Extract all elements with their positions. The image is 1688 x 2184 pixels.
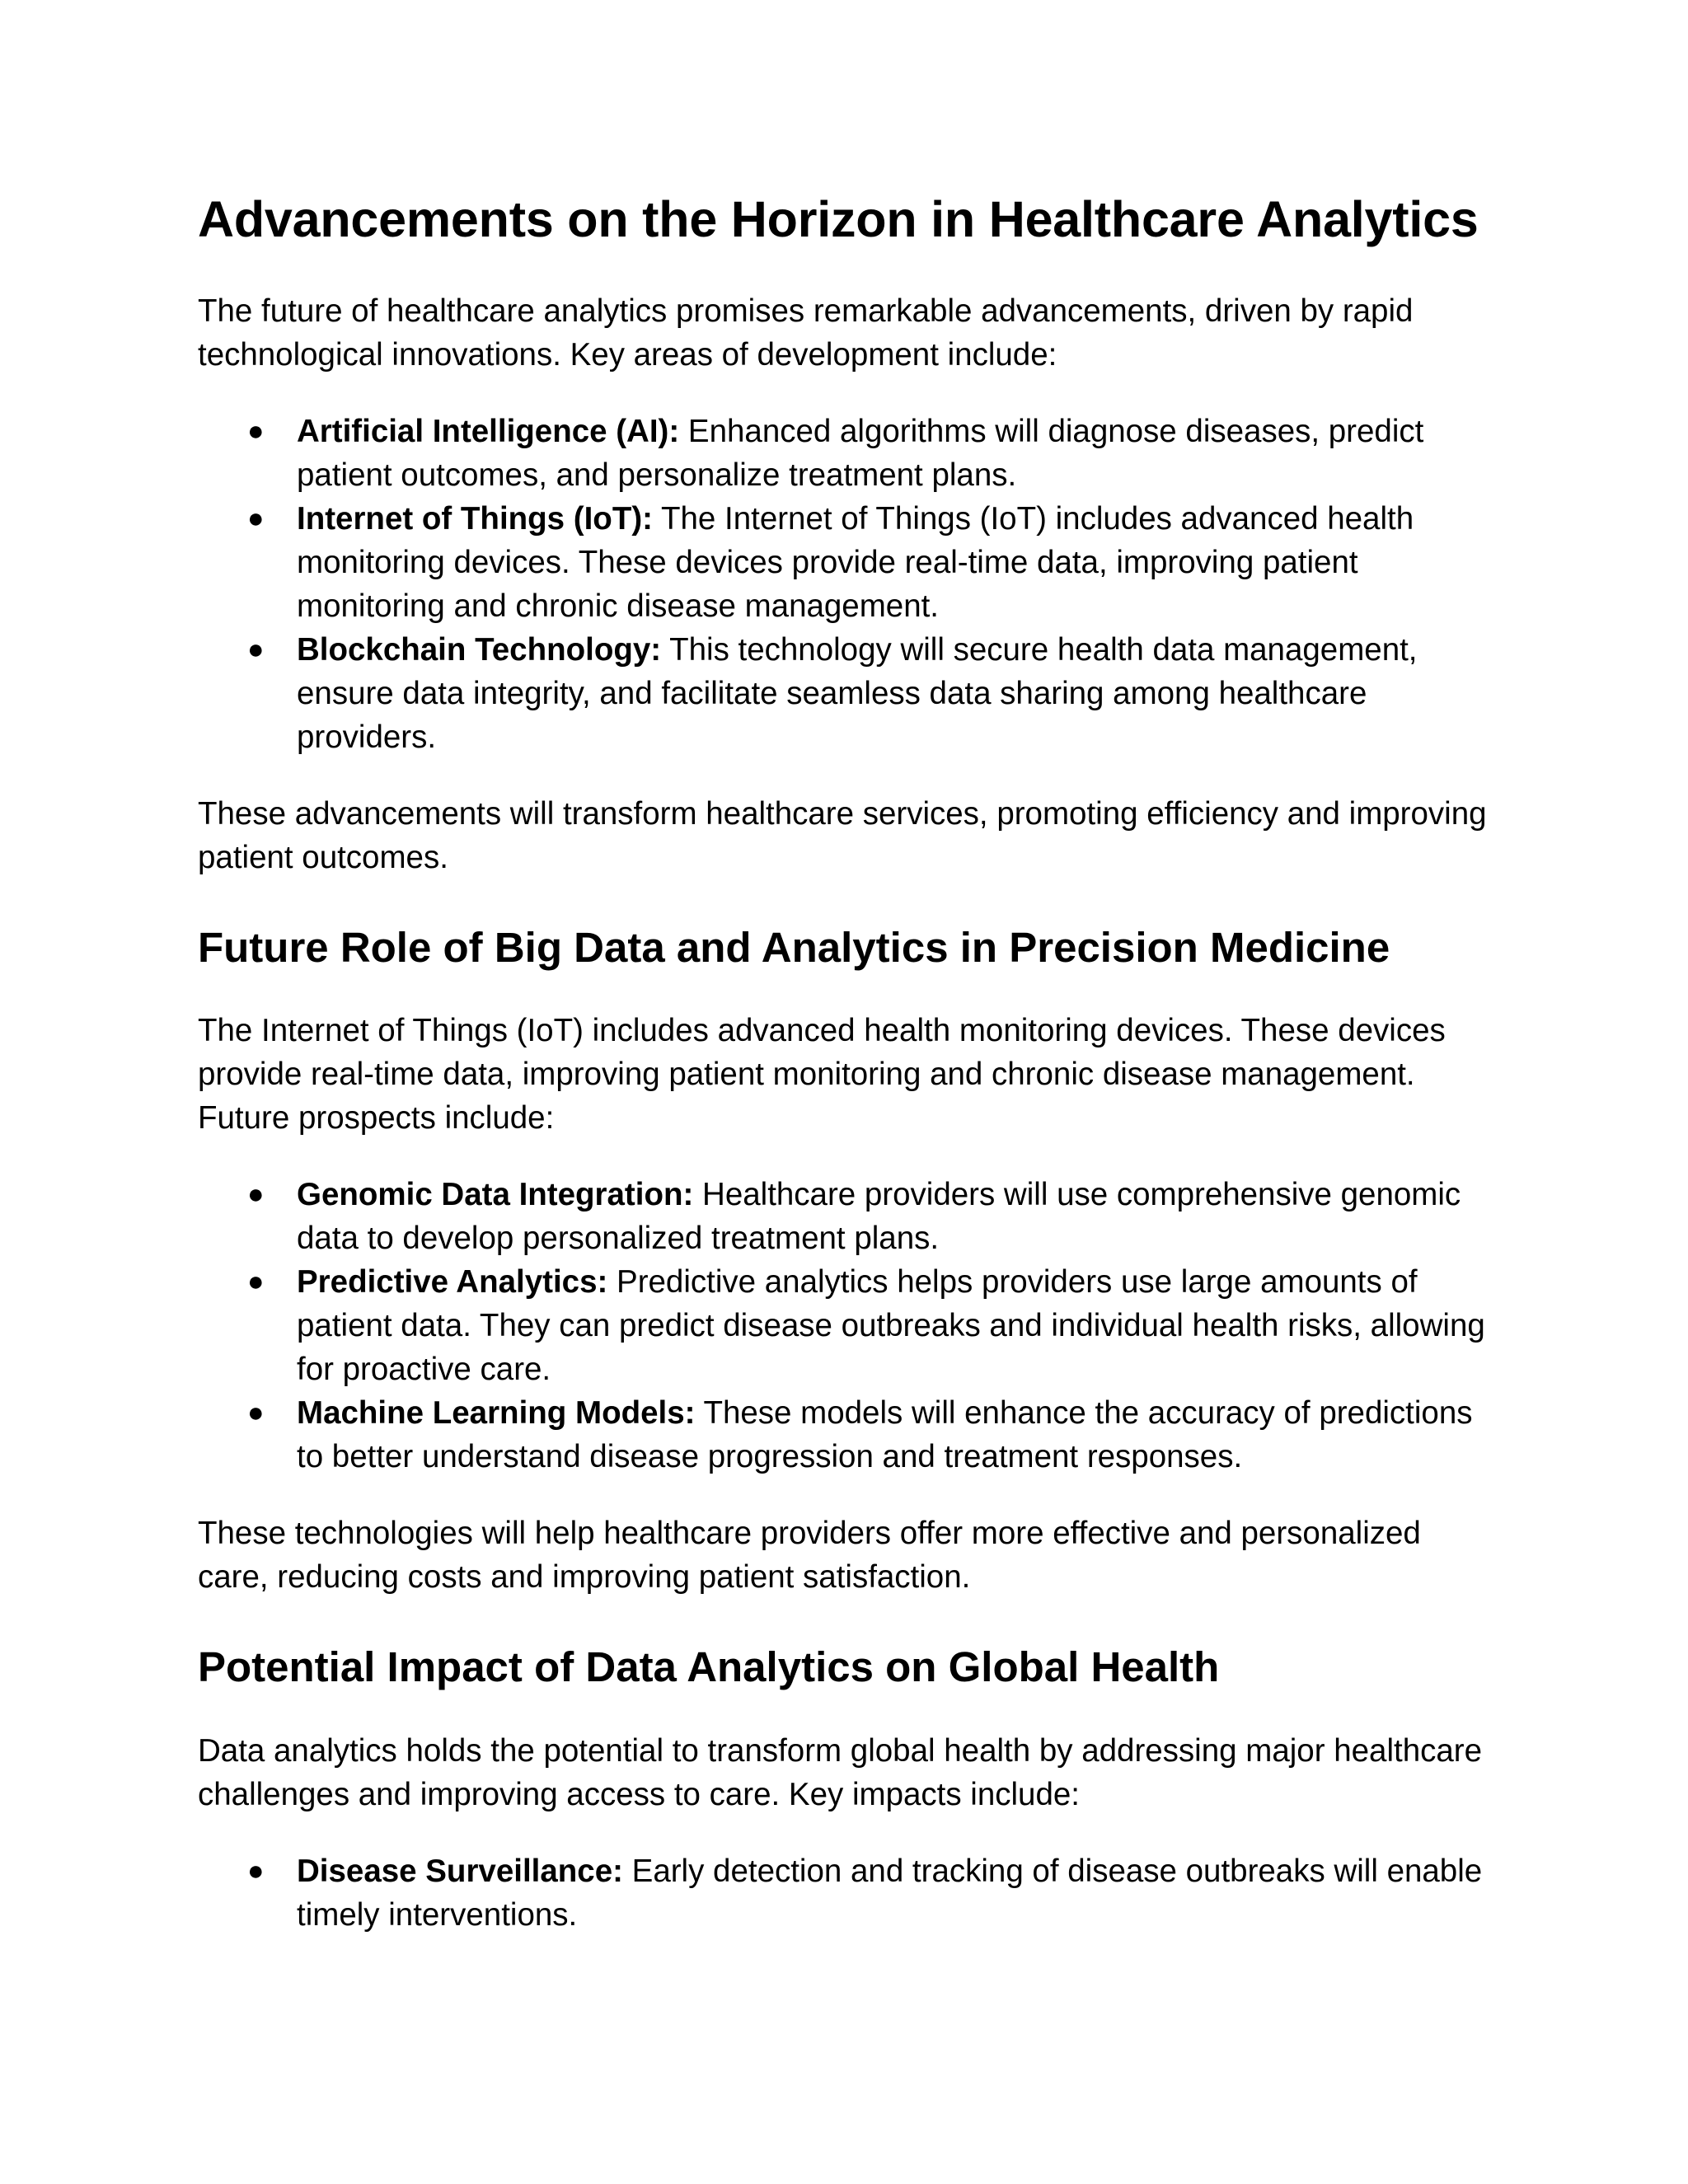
list-item-term: Disease Surveillance: bbox=[297, 1853, 623, 1889]
section2-conclusion: These technologies will help healthcare providers offer more effective and personalized care, reducing costs and improving patient satisfaction. bbox=[198, 1516, 1421, 1596]
intro-paragraph: The future of healthcare analytics promises remarkable advancements, driven by rapid technological innovations. Key areas of development include: bbox=[198, 293, 1414, 373]
list-item bbox=[198, 628, 1490, 759]
list-item-term: Genomic Data Integration: bbox=[297, 1177, 694, 1213]
list-item bbox=[198, 497, 1490, 628]
advancements-conclusion: These advancements will transform healthcare services, promoting efficiency and improving patient outcomes. bbox=[198, 796, 1487, 876]
list-item bbox=[198, 1391, 1490, 1479]
list-item-text: Early detection and tracking of disease outbreaks will enable timely interventions. bbox=[297, 1853, 1483, 1933]
list-item-text: Predictive analytics helps providers use large amounts of patient data. They can predict disease outbreaks and individual health risks, allowing for proactive care. bbox=[297, 1264, 1485, 1388]
list-item-term: Predictive Analytics: bbox=[297, 1264, 608, 1301]
list-item bbox=[198, 1260, 1490, 1391]
bullet-icon: ● bbox=[247, 1854, 265, 1886]
bullet-icon: ● bbox=[247, 1266, 265, 1298]
global-health-list bbox=[198, 1849, 1490, 1937]
list-item-term: Internet of Things (IoT): bbox=[297, 501, 653, 537]
list-item bbox=[198, 1173, 1490, 1260]
list-item bbox=[198, 1849, 1490, 1937]
list-item-text: This technology will secure health data management, ensure data integrity, and facilitate seamless data sharing among healthcare providers. bbox=[297, 632, 1418, 756]
list-item-text: Enhanced algorithms will diagnose diseases, predict patient outcomes, and personalize treatment plans. bbox=[297, 414, 1424, 494]
precision-medicine-list bbox=[198, 1173, 1490, 1479]
bullet-icon: ● bbox=[247, 415, 265, 448]
advancements-list bbox=[198, 410, 1490, 759]
section2-intro: The Internet of Things (IoT) includes advanced health monitoring devices. These devices provide real-time data, improving patient monitoring and chronic disease management. Future prospects include: bbox=[198, 1013, 1446, 1137]
bullet-icon: ● bbox=[247, 503, 265, 535]
bullet-icon: ● bbox=[247, 1179, 265, 1211]
section3-intro: Data analytics holds the potential to transform global health by addressing major healthcare challenges and improving access to care. Key impacts include: bbox=[198, 1732, 1483, 1812]
section-title-precision-medicine: Future Role of Big Data and Analytics in Precision Medicine bbox=[198, 924, 1390, 972]
list-item-term: Blockchain Technology: bbox=[297, 632, 662, 668]
page-title: Advancements on the Horizon in Healthcare Analytics bbox=[198, 191, 1479, 247]
list-item-term: Machine Learning Models: bbox=[297, 1395, 696, 1432]
list-item-text: The Internet of Things (IoT) includes advanced health monitoring devices. These devices provide real-time data, improving patient monitoring and chronic disease management. bbox=[297, 501, 1414, 625]
list-item-term: Artificial Intelligence (AI): bbox=[297, 414, 680, 450]
list-item-text: These models will enhance the accuracy of predictions to better understand disease progression and treatment responses. bbox=[297, 1395, 1473, 1475]
section-title-global-health: Potential Impact of Data Analytics on Global Health bbox=[198, 1643, 1220, 1691]
list-item-text: Healthcare providers will use comprehensive genomic data to develop personalized treatment plans. bbox=[297, 1177, 1461, 1257]
list-item bbox=[198, 410, 1490, 497]
bullet-icon: ● bbox=[247, 1397, 265, 1429]
bullet-icon: ● bbox=[247, 634, 265, 666]
